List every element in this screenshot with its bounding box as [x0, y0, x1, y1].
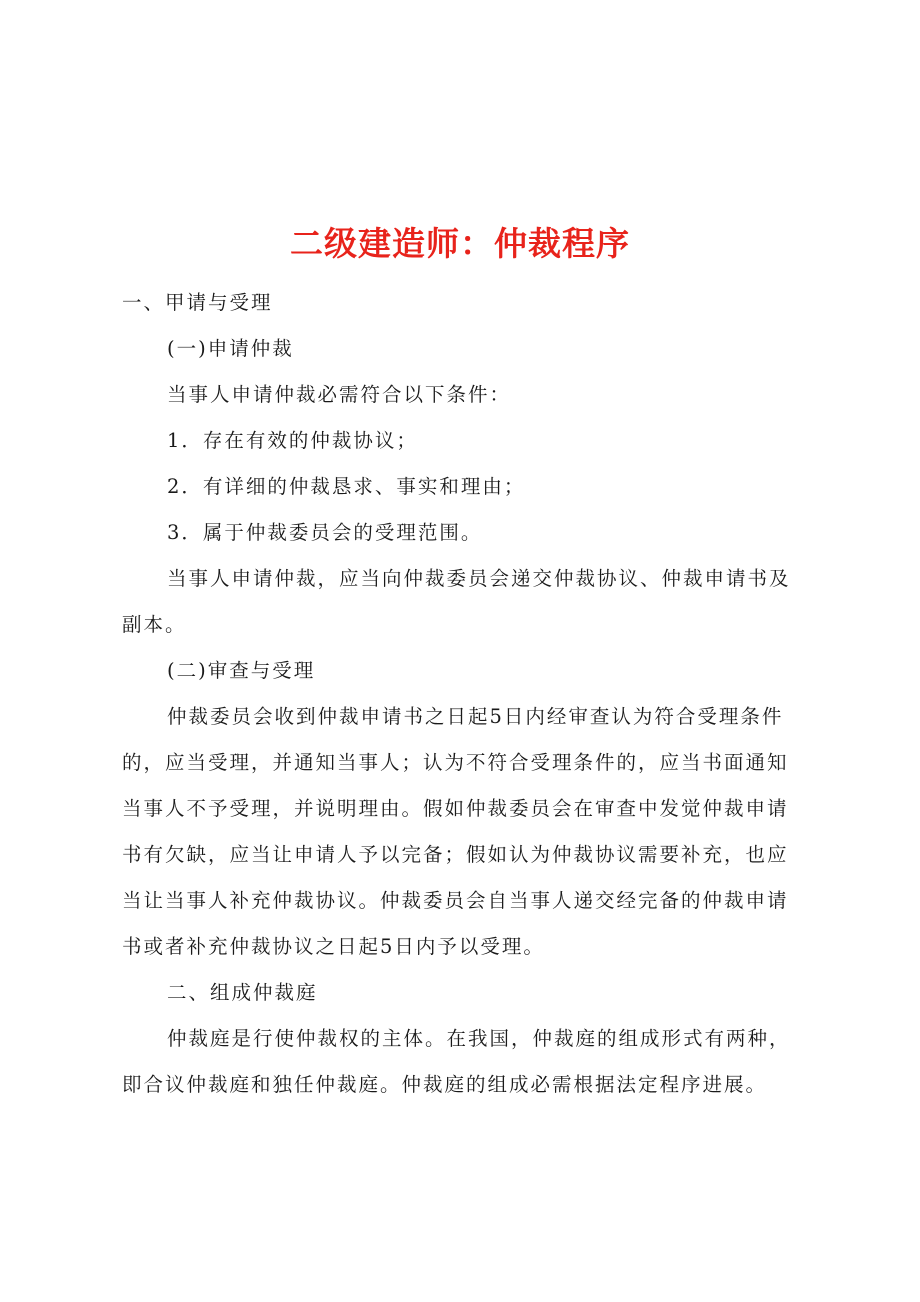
list-item-2: 2．有详细的仲裁恳求、事实和理由； — [167, 475, 526, 498]
page-title: 二级建造师：仲裁程序 — [290, 224, 630, 264]
document-body — [122, 280, 805, 1108]
list-item-3: 3．属于仲裁委员会的受理范围。 — [167, 521, 483, 544]
list-item-1: 1．存在有效的仲裁协议； — [167, 429, 418, 452]
subsection-heading-1: (一)申请仲裁 — [167, 337, 294, 360]
paragraph-review: 仲裁委员会收到仲裁申请书之日起5日内经审查认为符合受理条件的，应当受理，并通知当事人；认为不符合受理条件的，应当书面通知当事人不予受理，并说明理由。假如仲裁委员会在审查中发觉仲裁申请书有欠缺，应当让申请人予以完备；假如认为仲裁协议需要补充，也应当让当事人补充仲裁协议。仲裁委员会自当事人递交经完备的仲裁申请书或者补充仲裁协议之日起5日内予以受理。 — [122, 705, 789, 958]
section-heading-2: 二、组成仲裁庭 — [167, 981, 318, 1004]
paragraph-tribunal: 仲裁庭是行使仲裁权的主体。在我国，仲裁庭的组成形式有两种，即合议仲裁庭和独任仲裁庭。仲裁庭的组成必需根据法定程序进展。 — [122, 1027, 791, 1096]
paragraph-conditions-intro: 当事人申请仲裁必需符合以下条件： — [167, 383, 512, 406]
subsection-heading-2: (二)审查与受理 — [167, 659, 316, 682]
section-heading-1: 一、甲请与受理 — [122, 291, 273, 314]
paragraph-submission: 当事人申请仲裁，应当向仲裁委员会递交仲裁协议、仲裁申请书及副本。 — [122, 567, 791, 636]
